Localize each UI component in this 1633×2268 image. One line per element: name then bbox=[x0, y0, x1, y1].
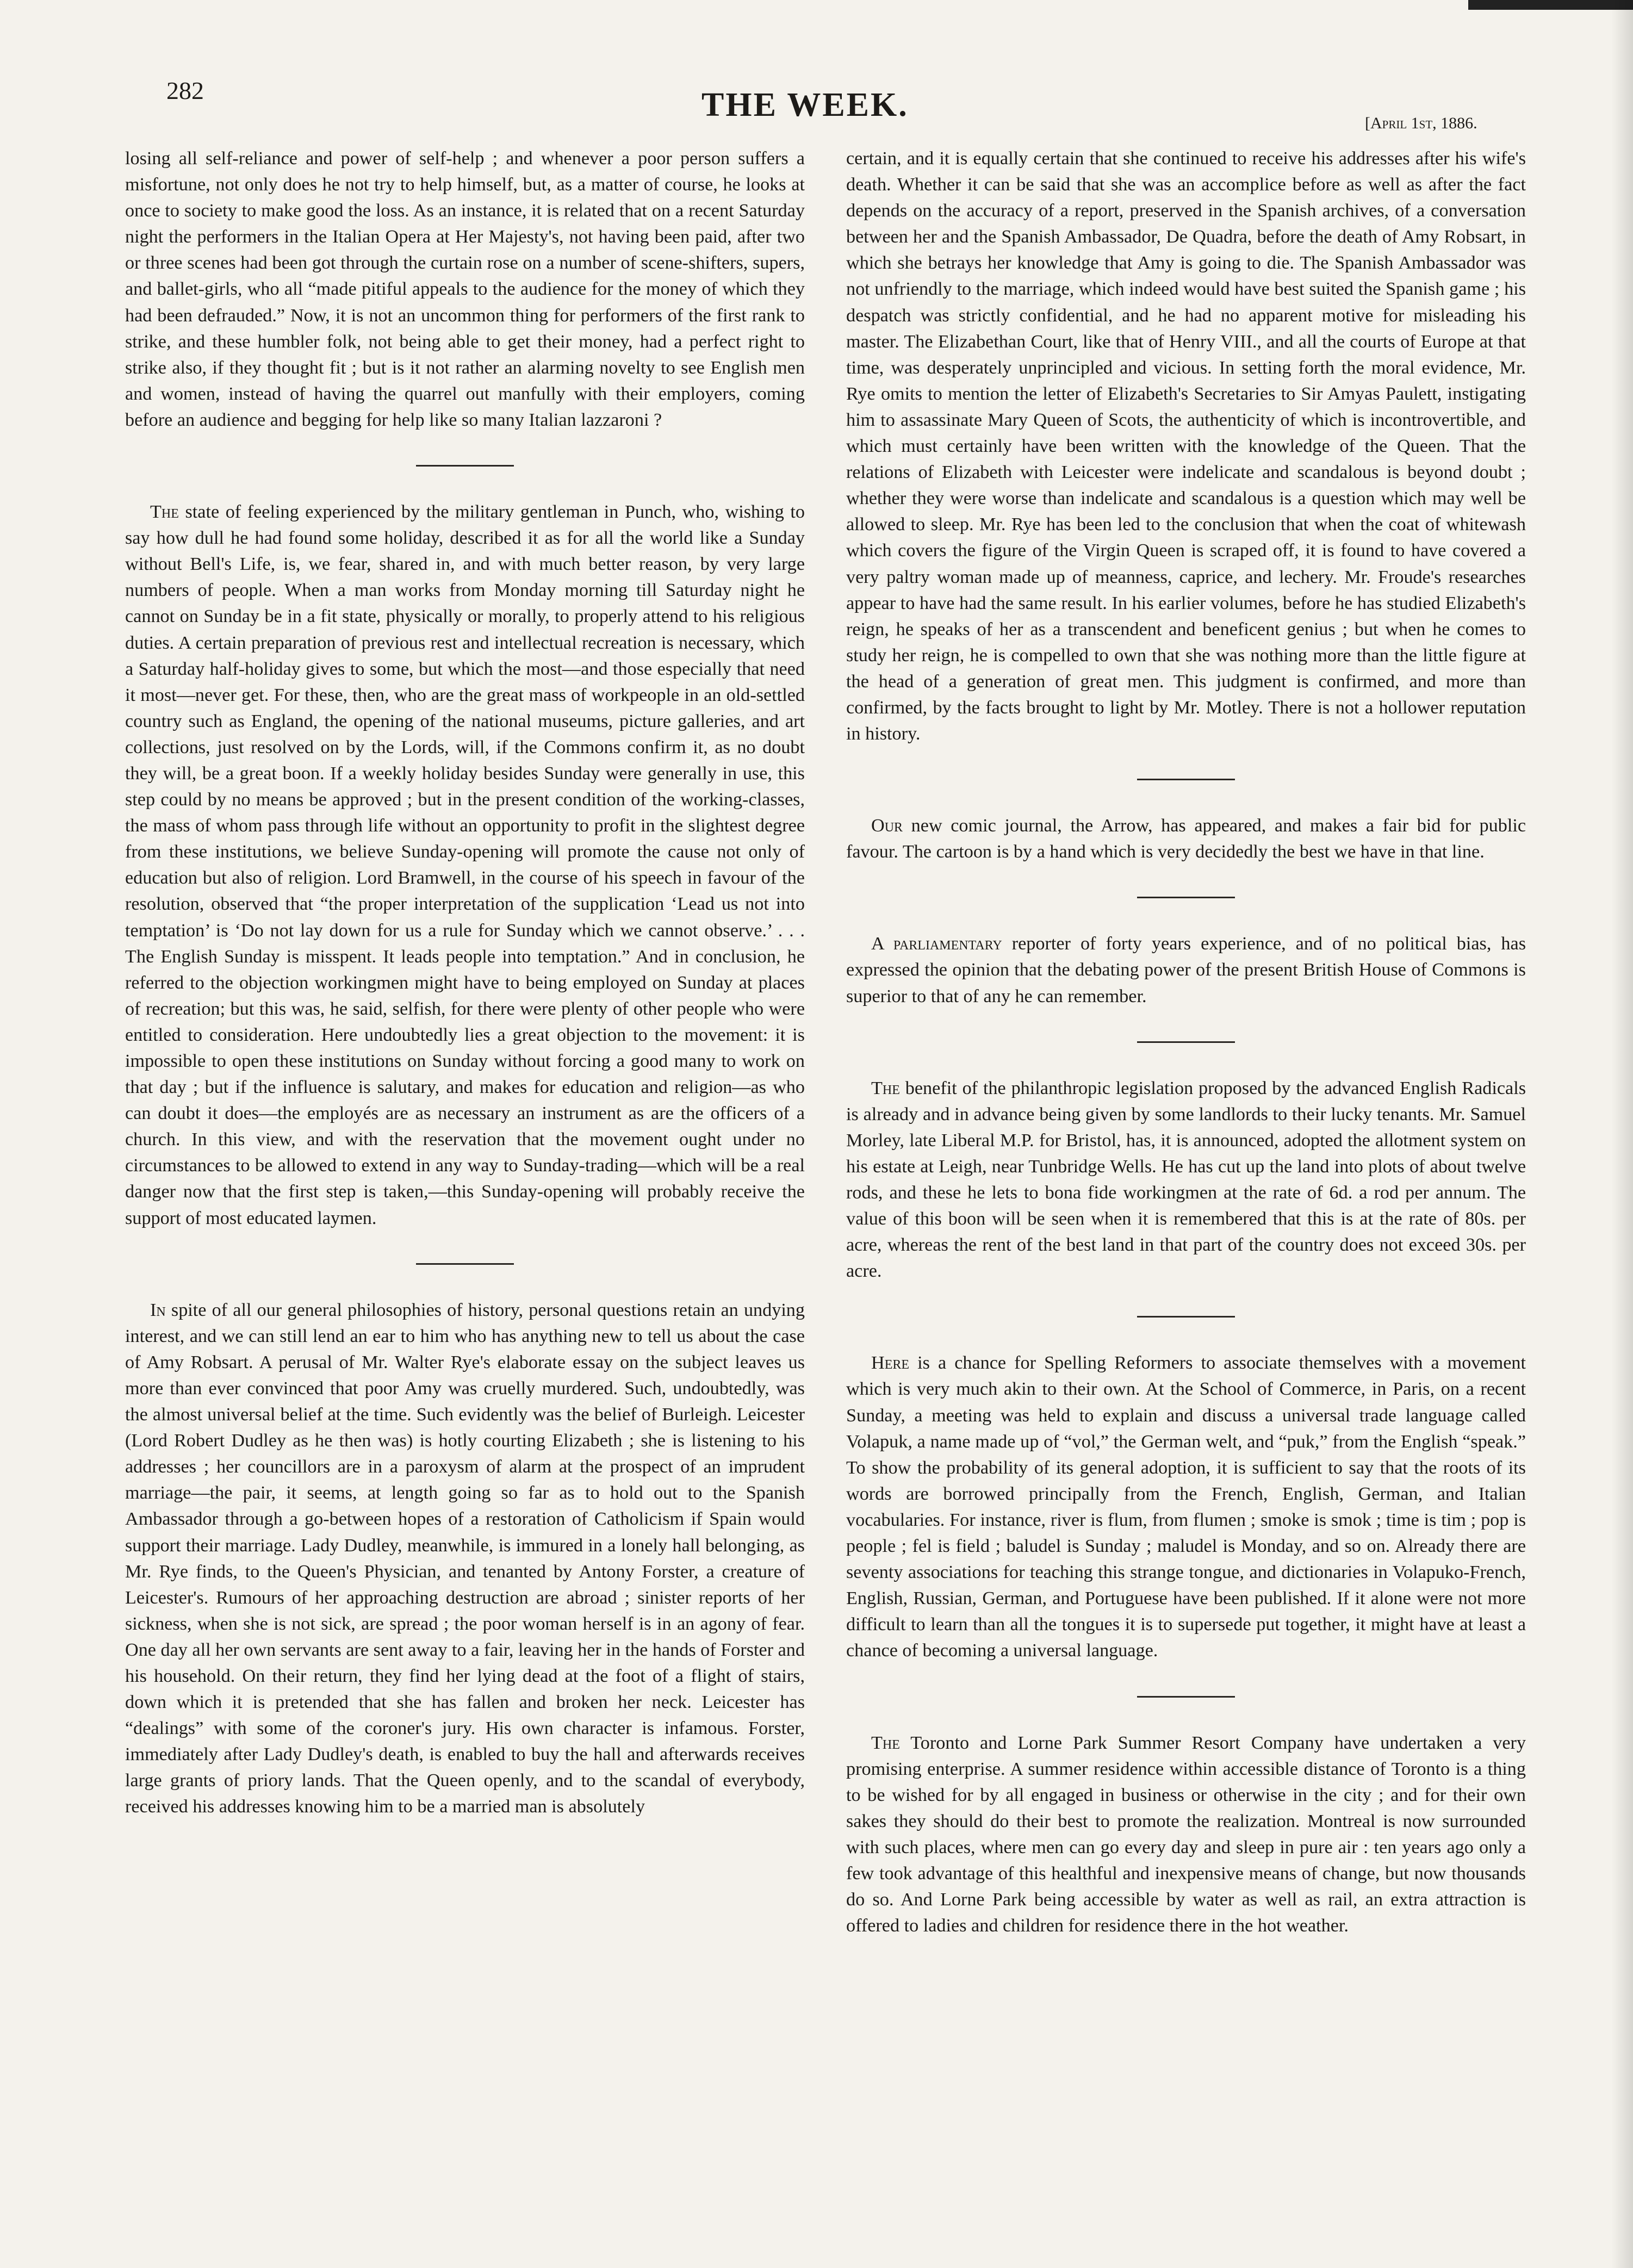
lead-word: The bbox=[871, 1732, 900, 1753]
right-column bbox=[846, 146, 1526, 1971]
paragraph-volapuk bbox=[846, 1350, 1526, 1664]
section-divider bbox=[1137, 1041, 1235, 1043]
paragraph-body: reporter of forty years experience, and of no political bias, has expressed the opinion that the debating power of the present British House of Commons is superior to that of any he can remember. bbox=[846, 934, 1526, 1006]
lead-word: The bbox=[871, 1078, 900, 1098]
section-divider bbox=[1137, 897, 1235, 898]
masthead-title: THE WEEK. bbox=[701, 86, 909, 123]
lead-word: A parliamentary bbox=[871, 934, 1002, 954]
issue-date: [April 1st, 1886. bbox=[1365, 114, 1477, 132]
section-divider bbox=[1137, 1696, 1235, 1698]
page-edge-shadow bbox=[1611, 0, 1633, 2268]
section-divider bbox=[1137, 1316, 1235, 1318]
paragraph-body: new comic journal, the Arrow, has appeared, and makes a fair bid for public favour. The cartoon is by a hand which is very decidedly the best we have in that line. bbox=[846, 816, 1526, 862]
paragraph-body: is a chance for Spelling Reformers to associate themselves with a movement which is very much akin to their own. At the School of Commerce, in Paris, on a recent Sunday, a meeting was held to explain and discuss a universal trade language called Volapuk, a name made up of “vol,” the German welt, and “puk,” from the English “speak.” To show the probability of its general adoption, it is sufficient to say that the roots of its words are borrowed principally from the French, English, German, and Italian vocabularies. For instance, river is flum, from flumen ; smoke is smok ; time is tim ; pop is people ; fel is field ; baludel is Sunday ; maludel is Monday, and so on. Already there are seventy associations for teaching this strange tongue, and dictionaries in Volapuko-French, English, Russian, German, and Portuguese have been published. If it alone were not more difficult to learn than all the tongues it is to supersede put together, it might have at least a chance of becoming a universal language. bbox=[846, 1353, 1526, 1661]
page-number: 282 bbox=[166, 77, 204, 104]
left-column bbox=[125, 146, 805, 1852]
paragraph-sunday-opening bbox=[125, 499, 805, 1232]
paragraph-amy-robsart bbox=[125, 1297, 805, 1820]
paragraph-parliamentary-reporter bbox=[846, 931, 1526, 1009]
lead-word: Our bbox=[871, 816, 903, 836]
lead-word: The bbox=[150, 502, 179, 523]
section-divider bbox=[416, 465, 514, 467]
paragraph-body: Toronto and Lorne Park Summer Resort Company have undertaken a very promising enterprise. A summer residence within accessible distance of Toronto is a thing to be wished for by all engaged in business or otherwise in the city ; and for their own sakes they should do their best to promote the realization. Montreal is now surrounded with such places, where men can go every day and sleep in pure air : ten years ago only a few took advantage of this healthful and inexpensive means of change, but now thousands do so. And Lorne Park being accessible by water as well as rail, an extra attraction is offered to ladies and children for residence there in the hot weather. bbox=[846, 1732, 1526, 1936]
paragraph-body: benefit of the philanthropic legislation proposed by the advanced English Radicals is already and in advance being given by some landlords to their lucky tenants. Mr. Samuel Morley, late Liberal M.P. for Bristol, has, it is announced, adopted the allotment system on his estate at Leigh, near Tunbridge Wells. He has cut up the land into plots of about twelve rods, and these he lets to bona fide workingmen at the rate of 6d. a rod per annum. The value of this boon will be seen when it is remembered that this is at the rate of 80s. per acre, whereas the rent of the best land in that part of the country does not exceed 30s. per acre. bbox=[846, 1078, 1526, 1282]
paragraph-body: spite of all our general philosophies of history, personal questions retain an undying interest, and we can still lend an ear to him who has anything new to tell us about the case of Amy Robsart. A perusal of Mr. Walter Rye's elaborate essay on the subject leaves us more than ever convinced that poor Amy was cruelly murdered. Such, undoubtedly, was the almost universal belief at the time. Such evidently was the belief of Burleigh. Leicester (Lord Robert Dudley as he then was) is hotly courting Elizabeth ; she is listening to his addresses ; her councillors are in a paroxysm of alarm at the prospect of an imprudent marriage—the pair, it seems, at length going so far as to hold out to the Spanish Ambassador through a go-between hopes of a restoration of Catholicism if Spain would support their marriage. Lady Dudley, meanwhile, is immured in a lonely hall belonging, as Mr. Rye finds, to the Queen's Physician, and tenanted by Antony Forster, a creature of Leicester's. Rumours of her approaching destruction are abroad ; sinister reports of her sickness, when she is not sick, are spread ; the poor woman herself is in an agony of fear. One day all her own servants are sent away to a fair, leaving her in the hands of Forster and his household. On their return, they find her lying dead at the foot of a flight of stairs, down which it is pretended that she has fallen and broken her neck. Leicester has “dealings” with some of the coroner's jury. His own character is infamous. Forster, immediately after Lady Dudley's death, is enabled to buy the hall and afterwards receives large grants of priory lands. That the Queen openly, and to the scandal of everybody, received his addresses knowing him to be a married man is absolutely bbox=[125, 1300, 805, 1817]
paragraph-allotments bbox=[846, 1076, 1526, 1285]
paragraph-lorne-park bbox=[846, 1730, 1526, 1940]
section-divider bbox=[416, 1263, 514, 1265]
lead-word: In bbox=[150, 1300, 166, 1320]
paragraph-self-help: losing all self-reliance and power of self-help ; and whenever a poor person suffers a misfortune, not only does he not try to help himself, but, as a matter of course, he looks at once to society to make good the loss. As an instance, it is related that on a recent Saturday night the performers in the Italian Opera at Her Majesty's, not having been paid, after two or three scenes had been got through the curtain rose on a number of scene-shifters, supers, and ballet-girls, who all “made pitiful appeals to the audience for the money of which they had been defrauded.” Now, it is not an uncommon thing for performers of the first rank to strike, and these humbler folk, not being able to get their money, had a perfect right to strike also, if they thought fit ; but is it not rather an alarming novelty to see English men and women, instead of having the quarrel out manfully with their employers, coming before an audience and begging for help like so many Italian lazzaroni ? bbox=[125, 148, 805, 430]
top-edge-rule bbox=[1468, 0, 1633, 10]
paragraph-body: state of feeling experienced by the military gentleman in Punch, who, wishing to say how dull he had found some holiday, described it as for all the world like a Sunday without Bell's Life, is, we fear, shared in, and with much better reason, by very large numbers of people. When a man works from Monday morning till Saturday night he cannot on Sunday be in a fit state, physically or morally, to properly attend to his religious duties. A certain preparation of previous rest and intellectual recreation is necessary, which a Saturday half-holiday gives to some, but which the most—and those especially that need it most—never get. For these, then, who are the great mass of workpeople in an old-settled country such as England, the opening of the national museums, picture galleries, and art collections, just resolved on by the Lords, will, if the Commons confirm it, as no doubt they will, be a great boon. If a weekly holiday besides Sunday were generally in use, this step could by no means be approved ; but in the present condition of the working-classes, the mass of whom pass through life without an opportunity to profit in the slightest degree from these institutions, we believe Sunday-opening will promote the cause not only of education but also of religion. Lord Bramwell, in the course of his speech in favour of the resolution, observed that “the proper interpretation of the supplication ‘Lead us not into temptation’ is ‘Do not lay down for us a rule for Sunday which we cannot observe.’ . . . The English Sunday is misspent. It leads people into temptation.” And in conclusion, he referred to the objection workingmen might have to being employed on Sunday at places of recreation; but this was, he said, selfish, for there were plenty of other people who were entitled to consideration. Here undoubtedly lies a great objection to the movement: it is impossible to open these institutions on Sunday without forcing a good many to work on that day ; but if the influence is salutary, and makes for education and religion—as who can doubt it does—the employés are as necessary an instrument as are the officers of a church. In this view, and with the reservation that the movement ought under no circumstances to be allowed to extend in any way to Sunday-trading—which will be a real danger now that the first step is taken,—this Sunday-opening will probably receive the support of most educated laymen. bbox=[125, 502, 805, 1228]
paragraph-arrow-journal bbox=[846, 813, 1526, 865]
section-divider bbox=[1137, 779, 1235, 780]
paragraph-robsart-continued: certain, and it is equally certain that she continued to receive his addresses after his wife's death. Whether it can be said that she was an accomplice before as well as after the fact depends on the accuracy of a report, preserved in the Spanish archives, of a conversation between her and the Spanish Ambassador, De Quadra, before the death of Amy Robsart, in which she betrays her knowledge that Amy is going to die. The Spanish Ambassador was not unfriendly to the marriage, which indeed would have best suited the Spanish game ; his despatch was strictly confidential, and he had no apparent motive for misleading his master. The Elizabethan Court, like that of Henry VIII., and all the courts of Europe at that time, was desperately unprincipled and vicious. In setting forth the moral evidence, Mr. Rye omits to mention the letter of Elizabeth's Secretaries to Sir Amyas Paulett, instigating him to assassinate Mary Queen of Scots, the authenticity of which is incontrovertible, and which must certainly have been written with the knowledge of the Queen. That the relations of Elizabeth with Leicester were indelicate and scandalous is beyond doubt ; whether they were worse than indelicate and scandalous is a question which may well be allowed to sleep. Mr. Rye has been led to the conclusion that when the coat of whitewash which covers the figure of the Virgin Queen is scraped off, it is found to have covered a very paltry woman made up of meanness, caprice, and lechery. Mr. Froude's researches appear to have had the same result. In his earlier volumes, before he has studied Elizabeth's reign, he speaks of her as a transcendent and beneficent genius ; but when he comes to study her reign, he is compelled to own that she was nothing more than the little figure at the head of a generation of great men. This judgment is confirmed, and more than confirmed, by the facts brought to light by Mr. Motley. There is not a hollower reputation in history. bbox=[846, 148, 1526, 744]
lead-word: Here bbox=[871, 1353, 910, 1374]
